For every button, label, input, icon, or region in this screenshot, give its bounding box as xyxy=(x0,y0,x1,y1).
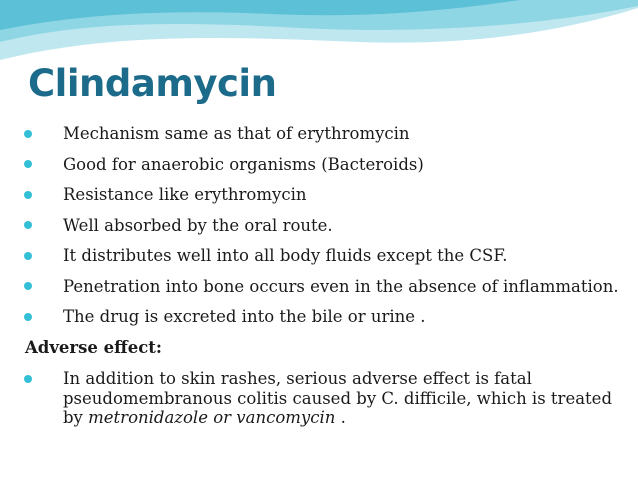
bullet-icon xyxy=(20,216,36,235)
bullet-item xyxy=(20,307,620,327)
bullet-text: Penetration into bone occurs even in the absence of inflammation. xyxy=(63,276,619,296)
bullet-item xyxy=(20,246,620,266)
bullet-item-adverse xyxy=(20,369,620,428)
bullet-item xyxy=(20,155,620,175)
bullet-text: It distributes well into all body fluids except the CSF. xyxy=(63,246,508,265)
bullet-item xyxy=(20,124,620,144)
adverse-text: In addition to skin rashes, serious adverse effect is fatal pseudomembranous colitis caused by C. difficile, which is treated by xyxy=(63,369,613,427)
bullet-icon xyxy=(20,307,36,326)
bullet-text: Resistance like erythromycin xyxy=(63,185,307,204)
bullet-item xyxy=(20,185,620,205)
header-wave-decoration xyxy=(0,0,638,60)
slide-title: Clindamycin xyxy=(28,62,277,105)
adverse-effect-heading: Adverse effect: xyxy=(25,337,162,357)
bullet-icon xyxy=(20,155,36,174)
bullet-text: The drug is excreted into the bile or urine . xyxy=(63,307,426,326)
bullet-icon xyxy=(20,246,36,265)
bullet-icon xyxy=(20,369,36,388)
bullet-item xyxy=(20,216,620,236)
bullet-text: Mechanism same as that of erythromycin xyxy=(63,124,410,143)
bullet-icon xyxy=(20,124,36,143)
bullet-icon xyxy=(20,277,36,296)
adverse-end: . xyxy=(335,408,346,427)
bullet-icon xyxy=(20,185,36,204)
adverse-drugs: metronidazole or vancomycin xyxy=(88,408,336,427)
bullet-item xyxy=(20,277,620,297)
bullet-text: Good for anaerobic organisms (Bacteroids) xyxy=(63,154,424,174)
slide-content xyxy=(20,124,620,439)
bullet-text: Well absorbed by the oral route. xyxy=(63,215,333,235)
